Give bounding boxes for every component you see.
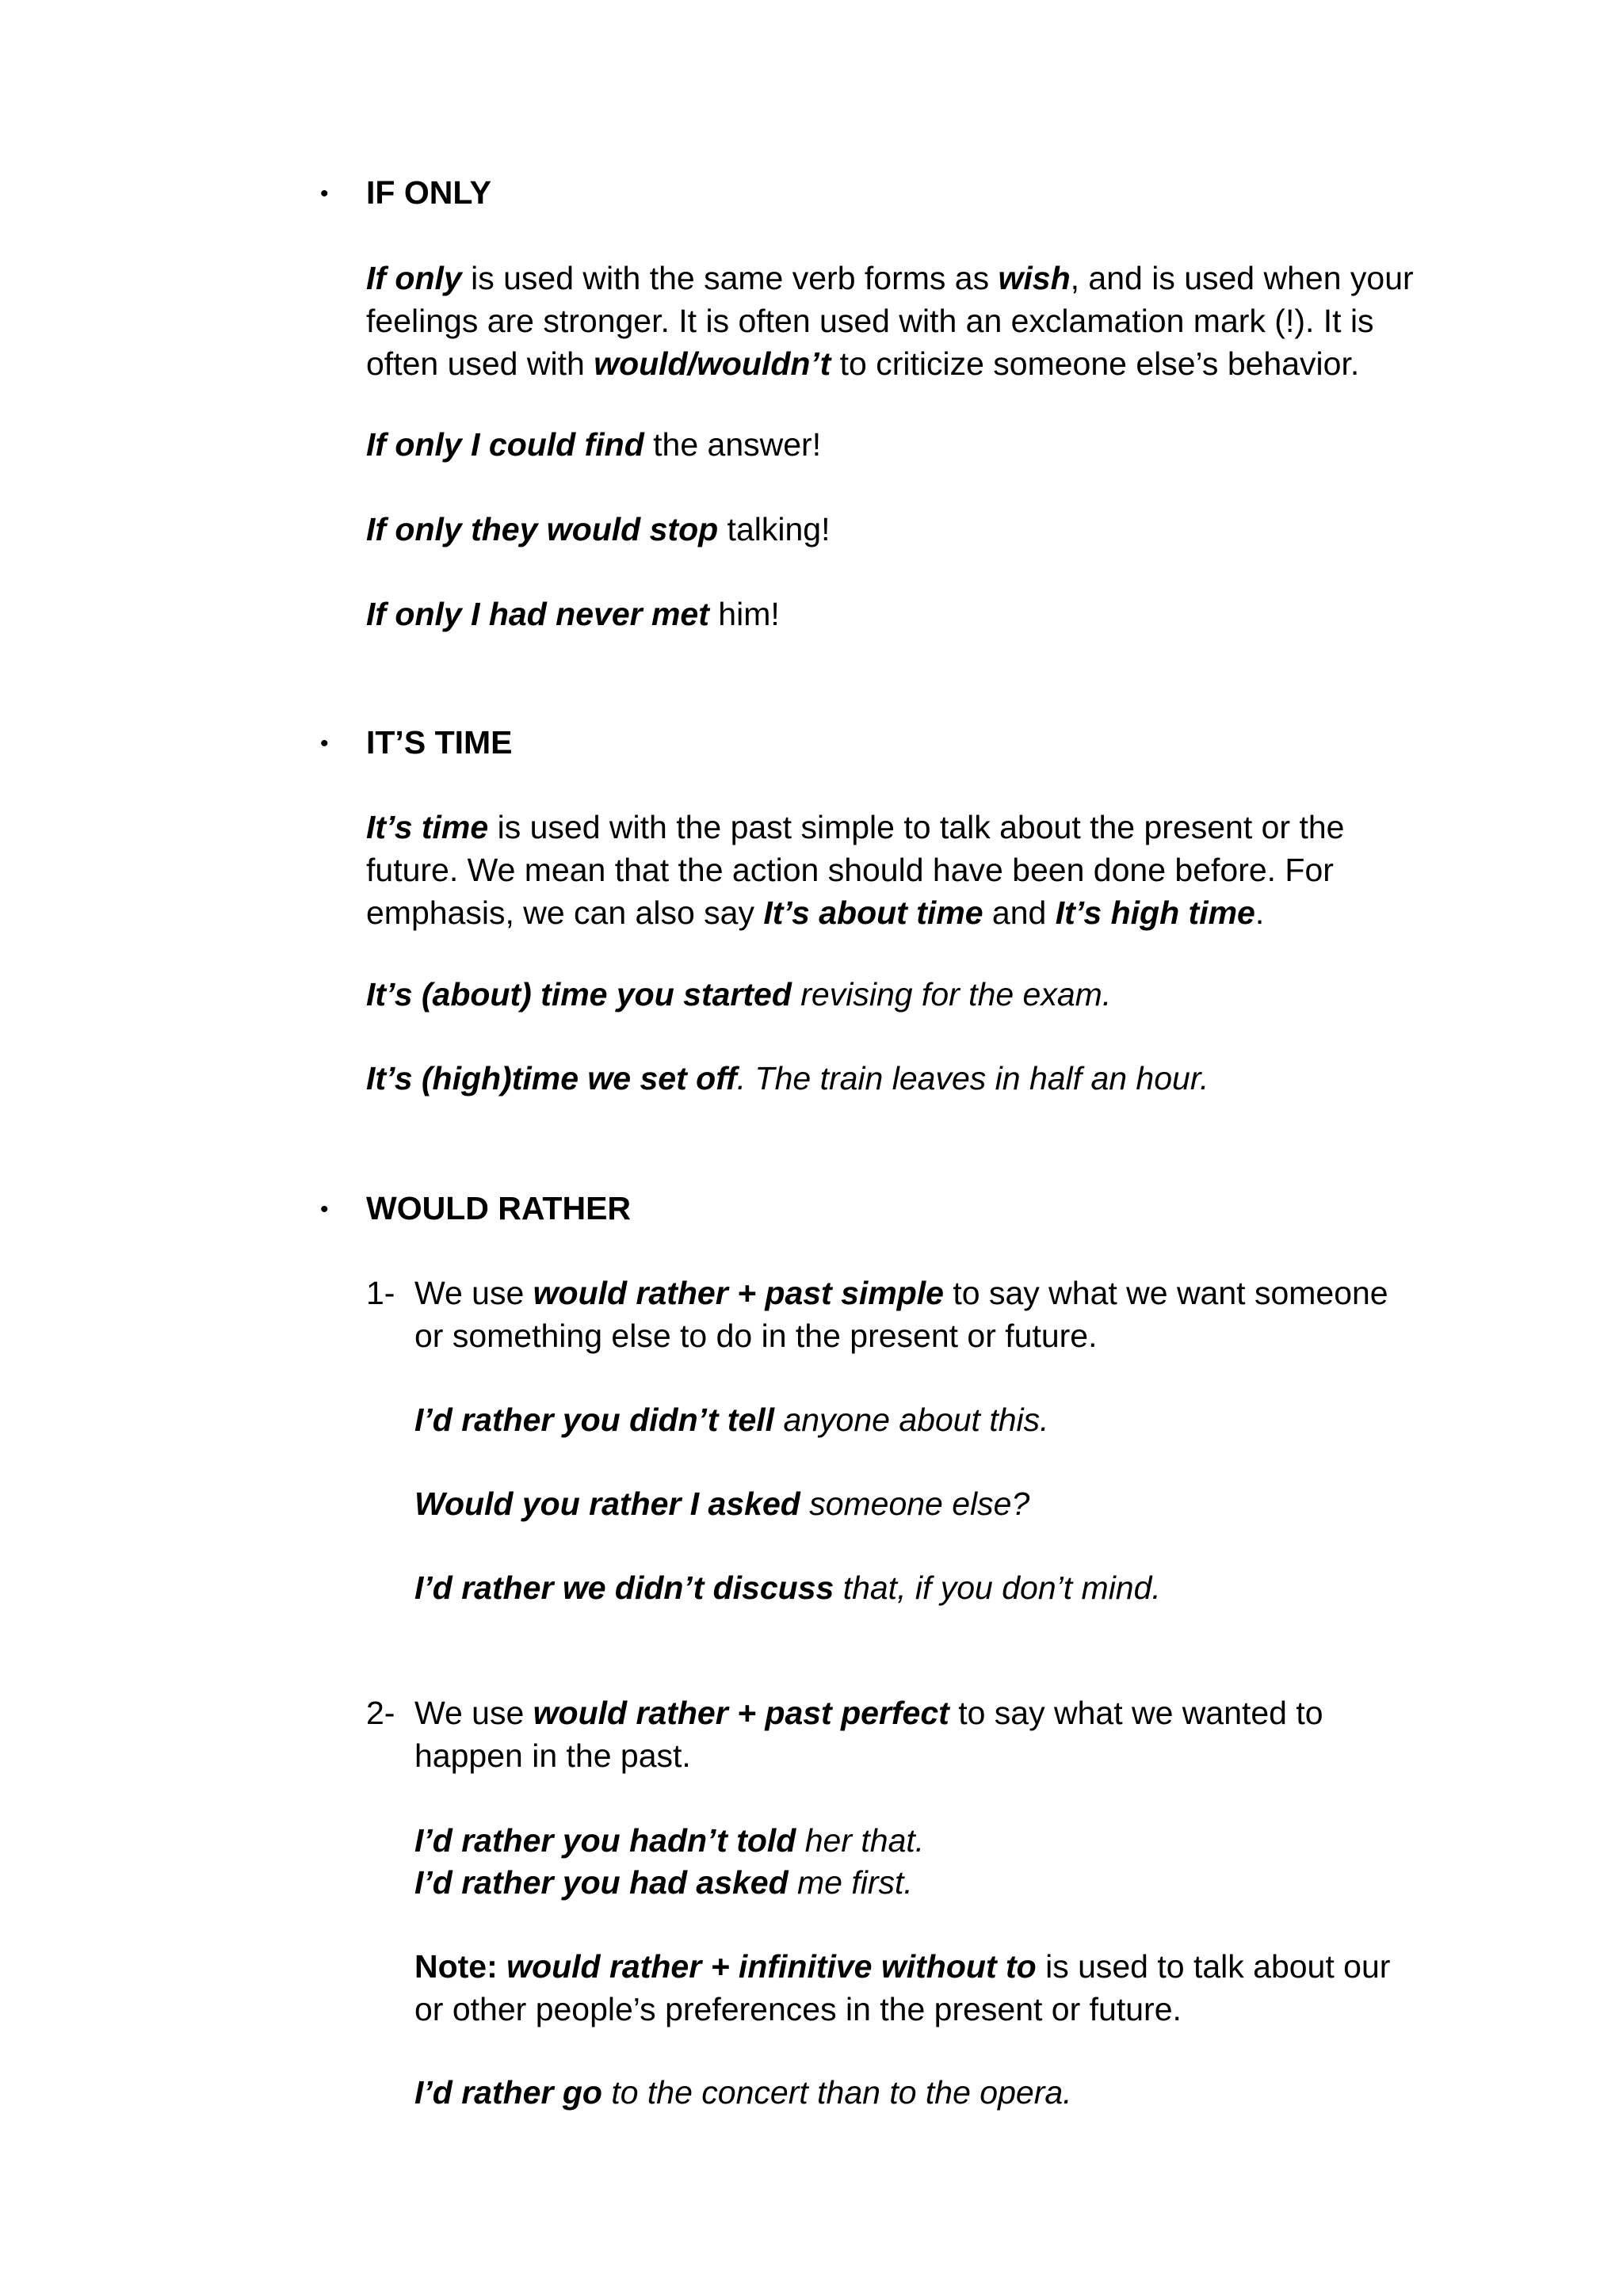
text: is used to talk about our bbox=[1036, 1948, 1391, 1985]
example-rest: to the concert than to the opera. bbox=[601, 2074, 1072, 2111]
example-sentence bbox=[414, 1482, 1445, 1525]
text: is used with the same verb forms as bbox=[461, 260, 999, 296]
list-number: 1- bbox=[366, 1275, 395, 1311]
example-rest: someone else? bbox=[800, 1486, 1030, 1522]
example-bold: I’d rather go bbox=[414, 2074, 602, 2111]
example-bold: I’d rather we didn’t discuss bbox=[414, 1569, 834, 1606]
paragraph-line: happen in the past. bbox=[414, 1737, 691, 1774]
its-time-paragraph bbox=[366, 806, 1420, 934]
text: We use bbox=[414, 1695, 533, 1731]
example-sentence bbox=[366, 973, 1420, 1016]
text: often used with bbox=[366, 345, 594, 382]
example-sentence bbox=[414, 2071, 1445, 2114]
example-sentence bbox=[414, 1398, 1445, 1441]
example-bold: I’d rather you didn’t tell bbox=[414, 1402, 775, 1438]
example-sentence bbox=[366, 593, 1420, 635]
example-rest: revising for the exam. bbox=[791, 976, 1112, 1013]
example-bold: Would you rather I asked bbox=[414, 1486, 800, 1522]
paragraph-line: future. We mean that the action should have been done before. For bbox=[366, 852, 1334, 888]
example-rest: anyone about this. bbox=[774, 1402, 1049, 1438]
example-sentence bbox=[414, 1861, 1445, 1904]
example-rest: me first. bbox=[788, 1864, 913, 1901]
example-bold: If only I had never met bbox=[366, 596, 709, 632]
text: to criticize someone else’s behavior. bbox=[831, 345, 1360, 382]
example-sentence bbox=[366, 508, 1420, 551]
text: and bbox=[983, 894, 1056, 931]
example-sentence bbox=[414, 1819, 1445, 1862]
term: It’s high time bbox=[1055, 894, 1255, 931]
paragraph-line bbox=[366, 257, 1420, 299]
example-rest: the answer! bbox=[643, 426, 822, 463]
would-rather-item1-paragraph bbox=[414, 1272, 1445, 1357]
section-heading-would-rather: WOULD RATHER bbox=[366, 1190, 632, 1226]
paragraph-line bbox=[414, 1691, 1445, 1734]
paragraph-line: or something else to do in the present or future. bbox=[414, 1318, 1098, 1354]
paragraph-line: feelings are stronger. It is often used with an exclamation mark (!). It is bbox=[366, 303, 1374, 339]
term: would rather + infinitive without to bbox=[506, 1948, 1037, 1985]
example-rest: her that. bbox=[796, 1822, 925, 1859]
term: It’s time bbox=[366, 809, 489, 845]
term: It’s about time bbox=[763, 894, 983, 931]
example-rest: . The train leaves in half an hour. bbox=[736, 1060, 1209, 1097]
text bbox=[498, 1948, 506, 1985]
if-only-paragraph bbox=[366, 257, 1420, 385]
paragraph-line bbox=[414, 1272, 1445, 1314]
list-number: 2- bbox=[366, 1695, 395, 1731]
example-sentence bbox=[414, 1566, 1445, 1609]
example-bold: If only I could find bbox=[366, 426, 644, 463]
paragraph-line bbox=[414, 1945, 1445, 1988]
bullet-icon: • bbox=[320, 730, 329, 757]
text: , and is used when your bbox=[1070, 260, 1414, 296]
bullet-icon: • bbox=[320, 181, 329, 207]
text: to say what we wanted to bbox=[949, 1695, 1323, 1731]
paragraph-line bbox=[366, 342, 1420, 385]
example-rest: him! bbox=[708, 596, 780, 632]
note-label: Note: bbox=[414, 1948, 498, 1985]
term: wish bbox=[998, 260, 1071, 296]
example-bold: If only they would stop bbox=[366, 511, 719, 547]
section-heading-its-time: IT’S TIME bbox=[366, 724, 513, 761]
bullet-icon: • bbox=[320, 1196, 329, 1222]
text: is used with the past simple to talk about the present or the bbox=[488, 809, 1345, 845]
text: to say what we want someone bbox=[943, 1275, 1388, 1311]
section-heading-if-only: IF ONLY bbox=[366, 174, 491, 211]
term: would rather + past perfect bbox=[533, 1695, 949, 1731]
example-bold: I’d rather you hadn’t told bbox=[414, 1822, 796, 1859]
paragraph-line bbox=[366, 891, 1420, 934]
paragraph-line bbox=[366, 806, 1420, 849]
text: We use bbox=[414, 1275, 533, 1311]
paragraph-line: or other people’s preferences in the present or future. bbox=[414, 1991, 1182, 2027]
text: . bbox=[1254, 894, 1265, 931]
note-paragraph bbox=[414, 1945, 1445, 2031]
example-bold: I’d rather you had asked bbox=[414, 1864, 789, 1901]
example-bold: It’s (high)time we set off bbox=[366, 1060, 737, 1097]
would-rather-item2-paragraph bbox=[414, 1691, 1445, 1777]
term: If only bbox=[366, 260, 462, 296]
example-sentence bbox=[366, 1057, 1420, 1100]
term: would rather + past simple bbox=[533, 1275, 944, 1311]
example-rest: talking! bbox=[718, 511, 831, 547]
example-sentence bbox=[366, 423, 1420, 466]
example-bold: It’s (about) time you started bbox=[366, 976, 792, 1013]
text: emphasis, we can also say bbox=[366, 894, 764, 931]
term: would/wouldn’t bbox=[594, 345, 831, 382]
example-rest: that, if you don’t mind. bbox=[834, 1569, 1161, 1606]
